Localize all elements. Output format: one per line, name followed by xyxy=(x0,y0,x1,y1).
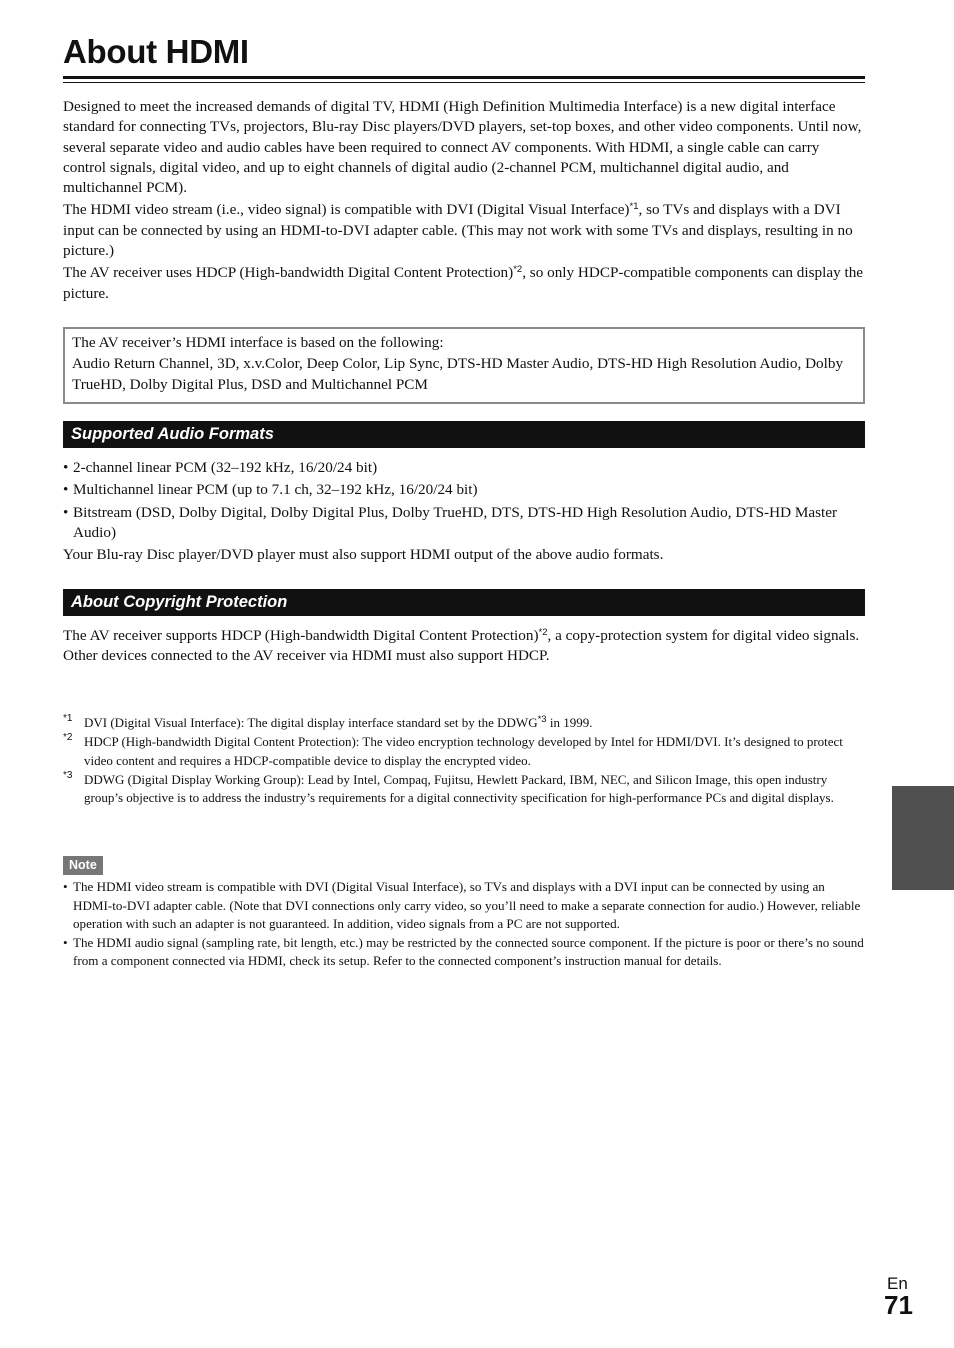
note-section xyxy=(63,856,865,971)
features-box-list: Audio Return Channel, 3D, x.v.Color, Deep Color, Lip Sync, DTS-HD Master Audio, DTS-HD High Resolution Audio, Dolby TrueHD, Dolby Digital Plus, DSD and Multichannel PCM xyxy=(72,355,844,393)
audio-formats-content xyxy=(63,458,865,565)
footnote-ref: *2 xyxy=(513,264,523,276)
list-item: • 2-channel linear PCM (32–192 kHz, 16/20/24 bit) xyxy=(63,458,865,478)
section-heading-copyright: About Copyright Protection xyxy=(63,589,865,616)
list-item: • The HDMI video stream is compatible with DVI (Digital Visual Interface), so TVs and displays with a DVI input can be connected by using an HDMI-to-DVI adapter cable. (Note that DVI connections only carry video, so you’ll need to make a separate connection for audio.) However, reliable operation with such an adapter is not guaranteed. In addition, video signals from a PC are not supported. xyxy=(63,878,865,934)
intro-paragraph-1: Designed to meet the increased demands of digital TV, HDMI (High Definition Multimedia Interface) is a new digital interface standard for connecting TVs, projectors, Blu-ray Disc players/DVD players, set-top boxes, and other video components. Until now, several separate video and audio cables have been required to connect AV components. With HDMI, a single cable can carry control signals, digital video, and up to eight channels of digital audio (2-channel PCM, multichannel digital audio, and multichannel PCM). xyxy=(63,98,862,197)
audio-formats-note: Your Blu-ray Disc player/DVD player must also support HDMI output of the above audio formats. xyxy=(63,546,664,564)
note-label: Note xyxy=(63,856,103,875)
intro-paragraph-3: The AV receiver uses HDCP (High-bandwidth Digital Content Protection)$^{*2}$, so only HDCP-compatible components can display the picture. xyxy=(63,264,864,302)
list-item: • The HDMI audio signal (sampling rate, bit length, etc.) may be restricted by the connected source component. If the picture is poor or there’s no sound from a component connected via HDMI, check its setup. Refer to the connected component’s instruction manual for details. xyxy=(63,934,865,971)
list-item: • Bitstream (DSD, Dolby Digital, Dolby Digital Plus, Dolby TrueHD, DTS, DTS-HD High Resolution Audio, DTS-HD Master Audio) xyxy=(63,503,865,544)
hdmi-features-box xyxy=(63,327,865,404)
footnote-mark: *2 xyxy=(63,732,73,744)
section-heading-audio-formats: Supported Audio Formats xyxy=(63,421,865,448)
page-number: 71 xyxy=(884,1290,913,1320)
footnote-ref: *2 xyxy=(538,627,548,638)
footnote-1: *1 DVI (Digital Visual Interface): The digital display interface standard set by the DDWG$^{*3}$ in 1999. xyxy=(63,714,865,732)
language-label: En xyxy=(887,1274,908,1293)
features-box-intro: The AV receiver’s HDMI interface is based on the following: xyxy=(72,334,444,351)
footnote-mark: *3 xyxy=(63,769,73,781)
footnotes xyxy=(63,714,865,808)
footnote-2: *2 HDCP (High-bandwidth Digital Content Protection): The video encryption technology developed by Intel for HDMI/DVI. It’s designed to protect video content and requires a HDCP-compatible device to display the encrypted video. xyxy=(63,733,865,770)
footnote-mark: *1 xyxy=(63,713,73,724)
footnote-3: *3 DDWG (Digital Display Working Group): Lead by Intel, Compaq, Fujitsu, Hewlett Packard, IBM, NEC, and Silicon Image, this open industry group’s objective is to address the industry’s requirements for a digital connectivity specification for high-performance PCs and digital displays. xyxy=(63,771,865,808)
audio-formats-list xyxy=(63,458,865,543)
intro-paragraph-2: The HDMI video stream (i.e., video signal) is compatible with DVI (Digital Visual Interface)$^{*1}$, so TVs and displays with a DVI input can be connected by using an HDMI-to-DVI adapter cable. (This may not work with some TVs and displays, resulting in no picture.) xyxy=(63,201,853,260)
page-title: About HDMI xyxy=(63,33,249,70)
footnote-ref: *1 xyxy=(629,201,639,213)
title-rule xyxy=(63,76,865,83)
note-list xyxy=(63,878,865,971)
list-item: • Multichannel linear PCM (up to 7.1 ch, 32–192 kHz, 16/20/24 bit) xyxy=(63,480,865,500)
intro-text xyxy=(63,97,865,306)
chapter-side-tab xyxy=(892,786,954,890)
copyright-content xyxy=(63,626,865,667)
footnote-ref: *3 xyxy=(537,714,547,725)
copyright-paragraph: The AV receiver supports HDCP (High-bandwidth Digital Content Protection)$^{*2}$, a copy-protection system for digital video signals. Other devices connected to the AV receiver via HDMI must also support HDCP. xyxy=(63,627,860,665)
